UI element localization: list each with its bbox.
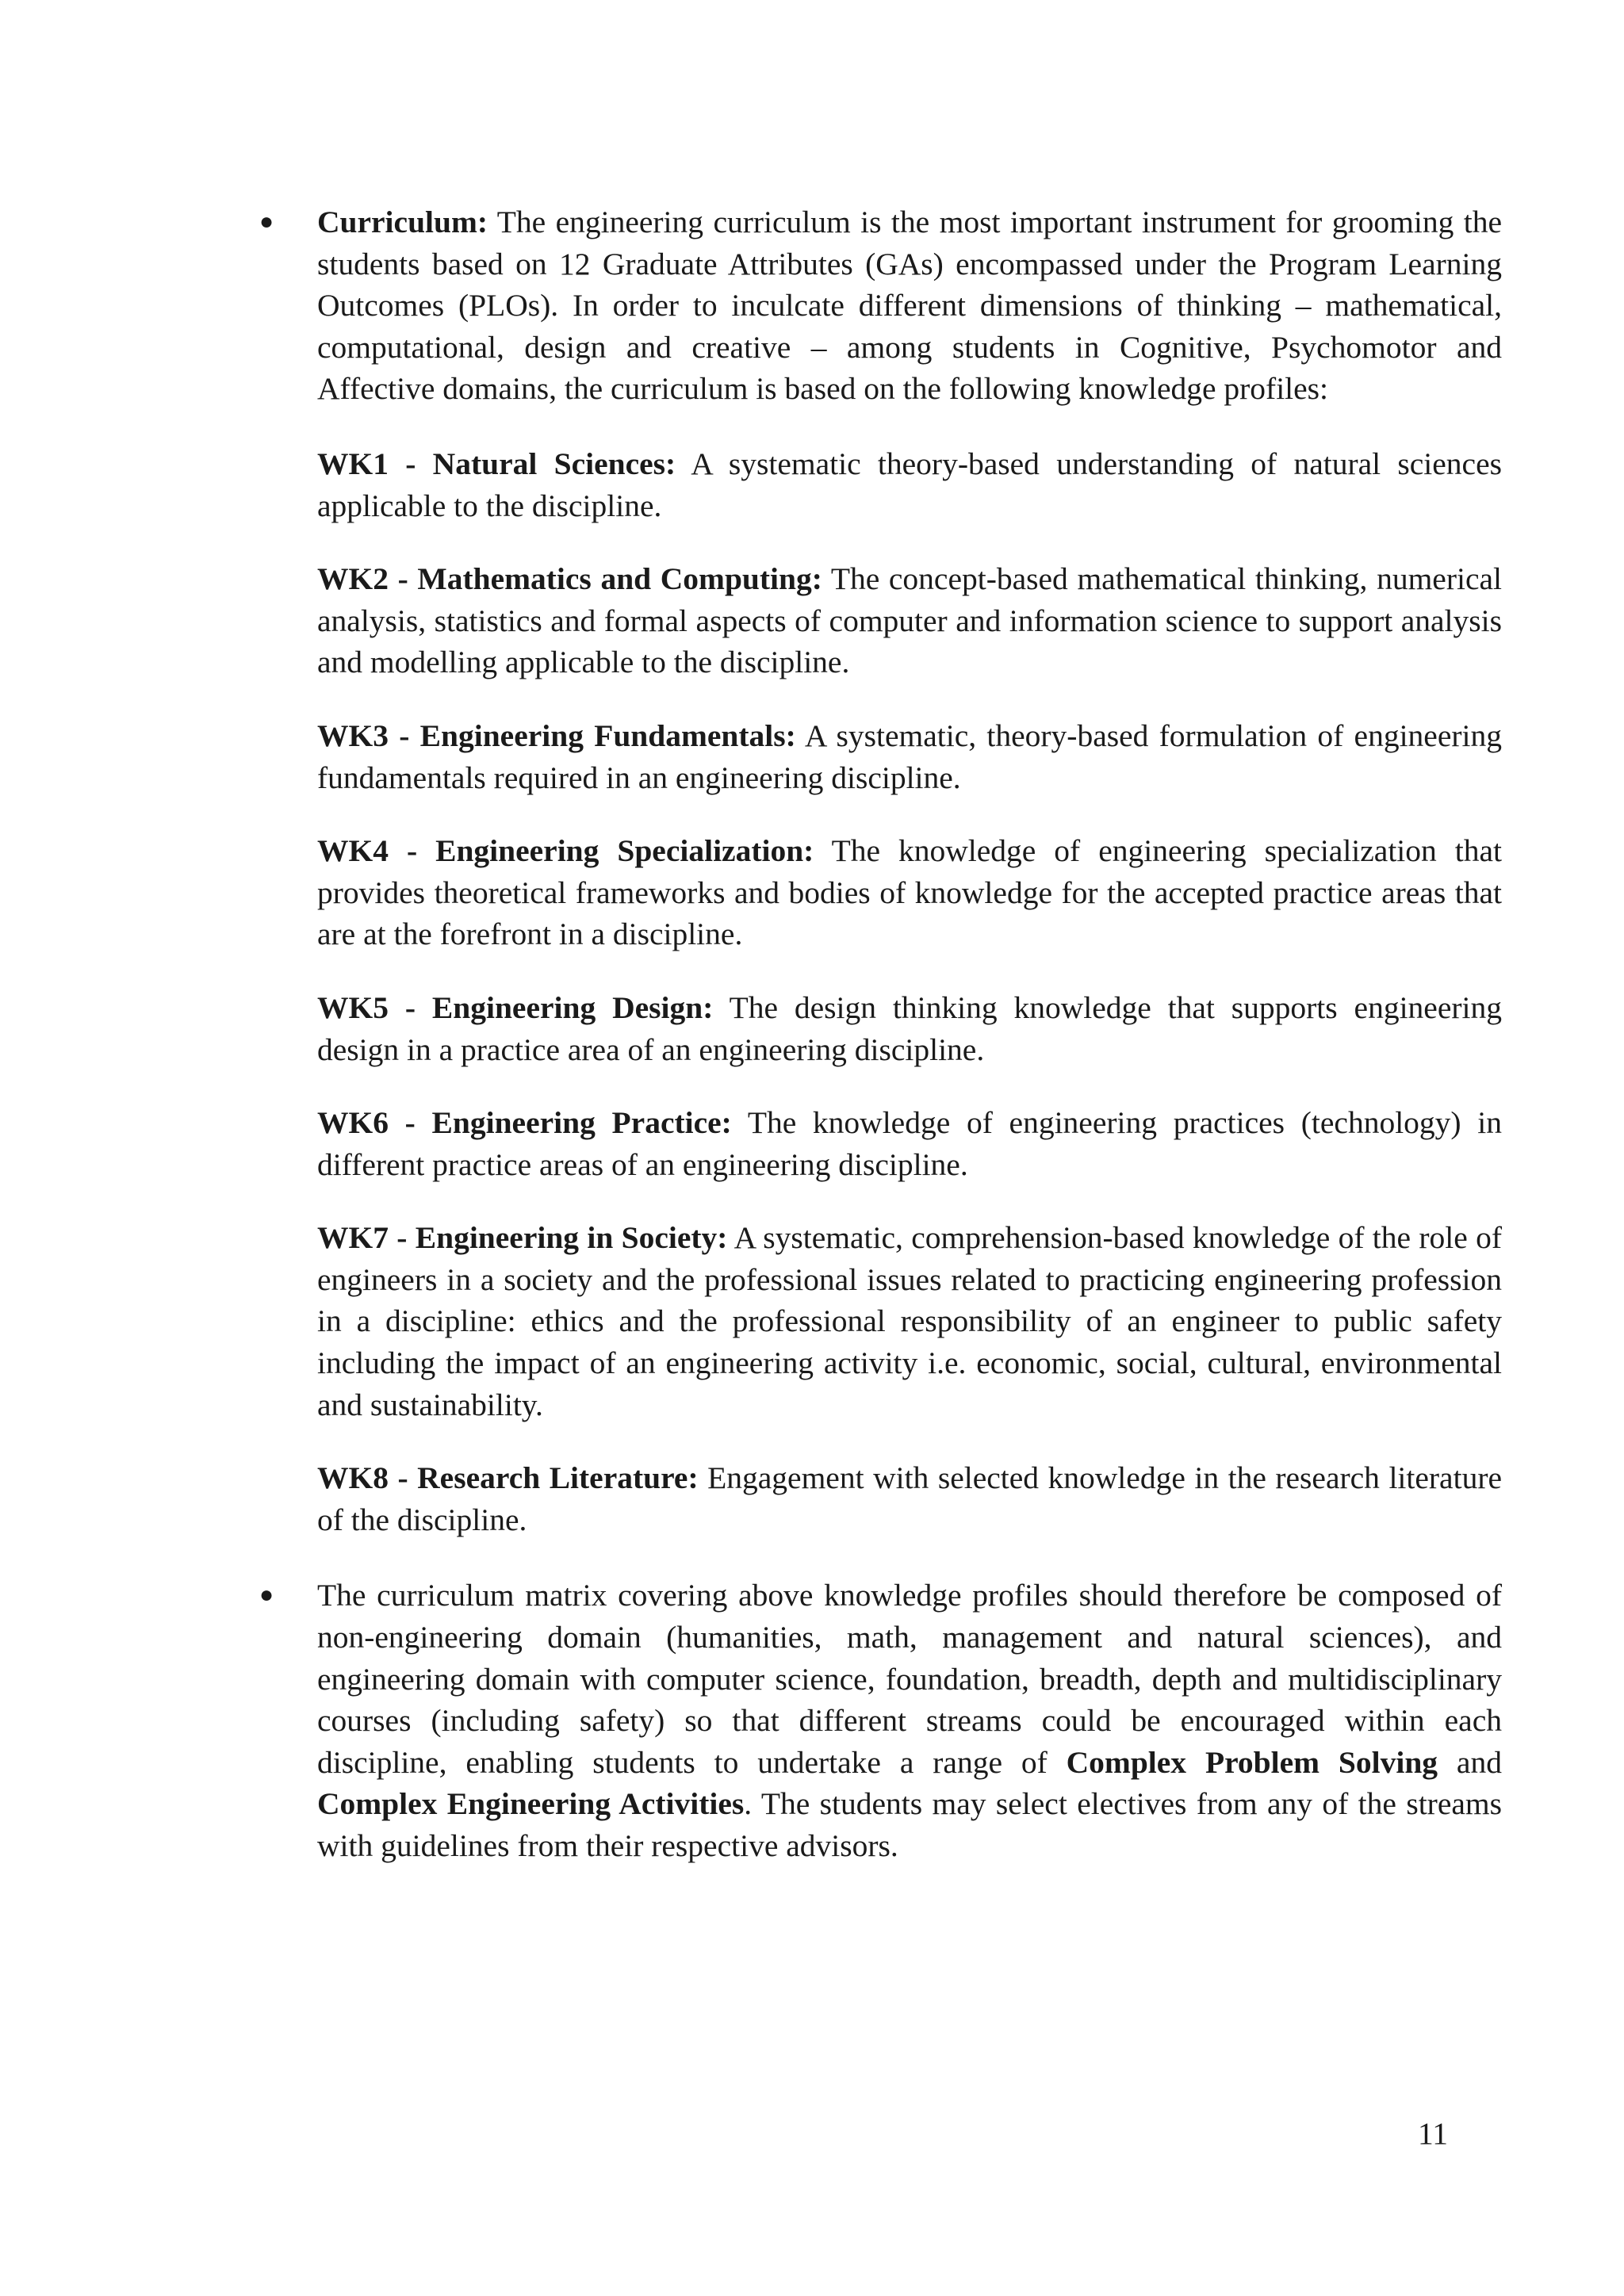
complex-problem-solving-term: Complex Problem Solving bbox=[1066, 1744, 1438, 1780]
bullet-marker: ● bbox=[259, 1582, 274, 1609]
knowledge-profile-wk7 bbox=[317, 1217, 1502, 1425]
knowledge-profiles-list bbox=[317, 443, 1502, 1540]
matrix-text-1: The curriculum matrix covering above knowledge profiles should therefore be composed of non-engineering domain (humanities, math, management and natural sciences), and engineering domain with computer science, foundation, breadth, depth and multidisciplinary courses (including safety) so that different streams could be encouraged within each discipline, enabling students to undertake a range of bbox=[317, 1578, 1502, 1780]
matrix-text-2: and bbox=[1438, 1744, 1502, 1780]
wk-text: Engagement with selected knowledge in the research literature of the discipline. bbox=[317, 1460, 1502, 1537]
wk-label: WK1 - Natural Sciences: bbox=[317, 446, 676, 481]
wk-label: WK5 - Engineering Design: bbox=[317, 989, 714, 1025]
wk-text: A systematic theory-based understanding of natural sciences applicable to the discipline. bbox=[317, 446, 1502, 523]
wk-label: WK8 - Research Literature: bbox=[317, 1460, 699, 1496]
wk-text: The design thinking knowledge that supports engineering design in a practice area of an engineering discipline. bbox=[317, 989, 1502, 1067]
wk-text: A systematic, theory-based formulation of engineering fundamentals required in an engineering discipline. bbox=[317, 718, 1503, 795]
wk-label: WK3 - Engineering Fundamentals: bbox=[317, 718, 796, 753]
wk-text: The knowledge of engineering practices (technology) in different practice areas of an engineering discipline. bbox=[317, 1105, 1502, 1182]
wk-label: WK4 - Engineering Specialization: bbox=[317, 833, 814, 869]
curriculum-text: The engineering curriculum is the most important instrument for grooming the students based on 12 Graduate Attributes (GAs) encompassed under the Program Learning Outcomes (PLOs). In order to inculcate different dimensions of thinking – mathematical, computational, design and creative – among students in Cognitive, Psychomotor and Affective domains, the curriculum is based on the following knowledge profiles: bbox=[317, 205, 1502, 407]
complex-engineering-activities-term: Complex Engineering Activities bbox=[317, 1786, 745, 1822]
matrix-text-3: . The students may select electives from any of the streams with guidelines from their respective advisors. bbox=[317, 1786, 1502, 1863]
bullet-marker: ● bbox=[259, 209, 274, 235]
curriculum-matrix-bullet bbox=[259, 1575, 1502, 1866]
page-number: 11 bbox=[1418, 2116, 1449, 2151]
wk-label: WK2 - Mathematics and Computing: bbox=[317, 561, 822, 597]
knowledge-profile-wk4 bbox=[317, 830, 1502, 955]
knowledge-profile-wk2 bbox=[317, 558, 1502, 683]
knowledge-profile-wk1 bbox=[317, 443, 1502, 526]
wk-text: The concept-based mathematical thinking, numerical analysis, statistics and formal aspects of computer and information science to support analysis and modelling applicable to the discipline. bbox=[317, 561, 1502, 680]
wk-label: WK7 - Engineering in Society: bbox=[317, 1220, 728, 1256]
curriculum-matrix-paragraph bbox=[317, 1575, 1502, 1866]
wk-text: The knowledge of engineering specialization that provides theoretical frameworks and bodies of knowledge for the accepted practice areas that are at the forefront in a discipline. bbox=[317, 833, 1502, 952]
curriculum-label: Curriculum: bbox=[317, 205, 488, 239]
page-content bbox=[259, 201, 1503, 1867]
curriculum-bullet bbox=[259, 201, 1502, 410]
knowledge-profile-wk6 bbox=[317, 1102, 1502, 1185]
knowledge-profile-wk5 bbox=[317, 987, 1502, 1070]
curriculum-paragraph bbox=[317, 201, 1502, 410]
knowledge-profile-wk8 bbox=[317, 1457, 1502, 1540]
wk-label: WK6 - Engineering Practice: bbox=[317, 1105, 732, 1141]
knowledge-profile-wk3 bbox=[317, 715, 1502, 798]
wk-text: A systematic, comprehension-based knowledge of the role of engineers in a society and the professional issues related to practicing engineering profession in a discipline: ethics and the professional responsibility of an engineer to public safety including the impact of an engineering activity i.e. economic, social, cultural, environmental and sustainability. bbox=[317, 1220, 1502, 1422]
